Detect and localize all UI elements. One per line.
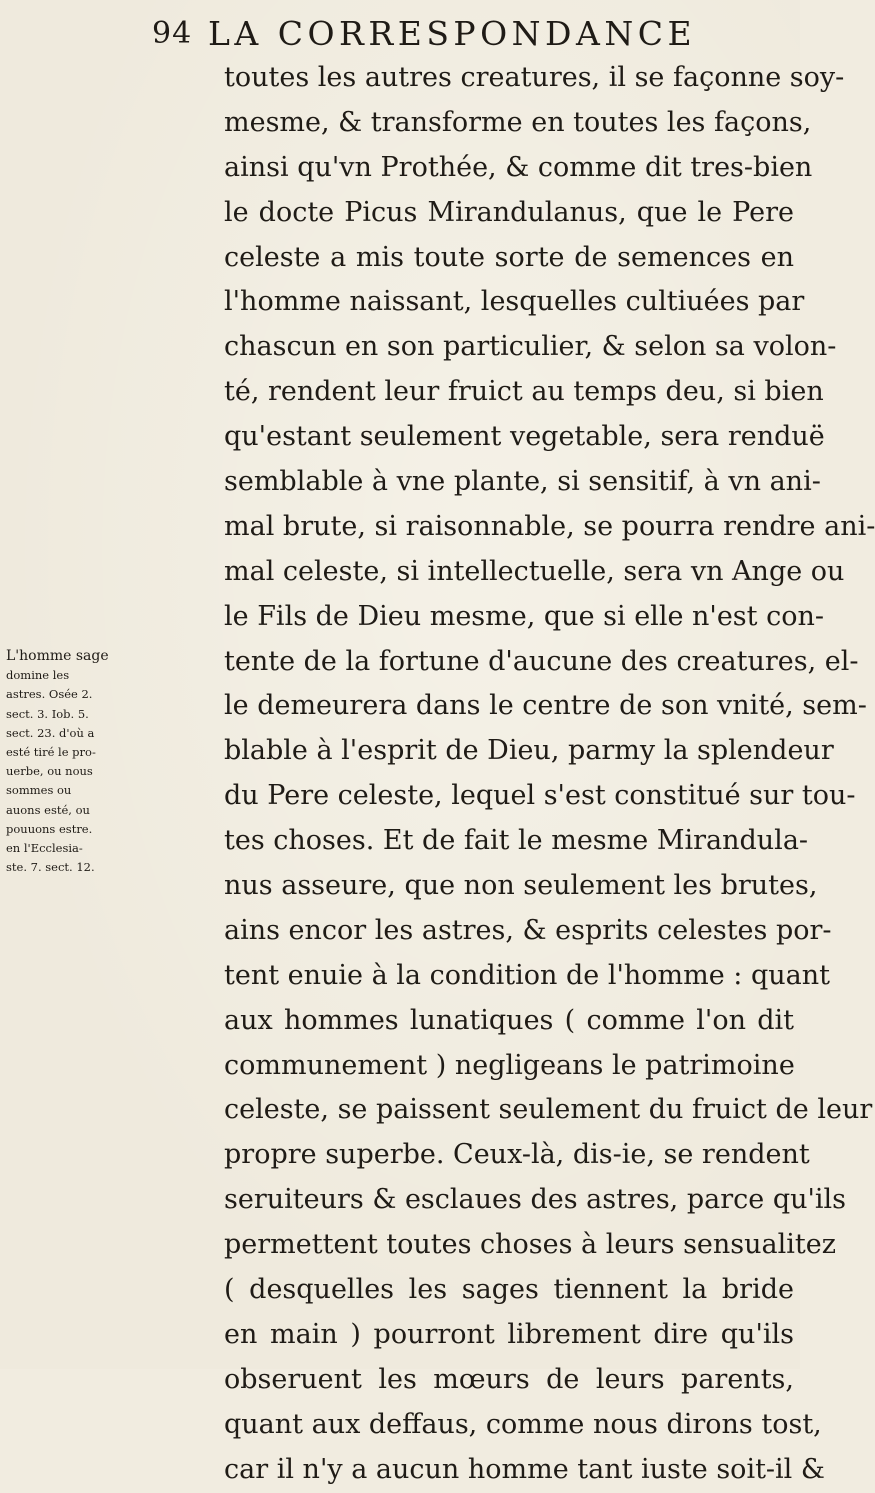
running-head [152,12,792,56]
text-line: obseruent les mœurs de leurs parents, [224,1363,794,1395]
text-line: du Pere celeste, lequel s'est constitué sur tou- [224,780,856,812]
text-line: propre superbe. Ceux-là, dis-ie, se rendent [224,1139,810,1171]
marginal-line: en l'Ecclesia- [6,840,83,855]
text-line: semblable à vne plante, si sensitif, à vn ani- [224,466,821,498]
text-line: communement ) negligeans le patrimoine [224,1049,795,1081]
text-line: permettent toutes choses à leurs sensualitez [224,1229,836,1261]
text-line: l'homme naissant, lesquelles cultiuées par [224,286,805,318]
text-line: toutes les autres creatures, il se façonne soy- [224,62,845,93]
text-line: en main ) pourront librement dire qu'ils [224,1318,794,1350]
text-line: le demeurera dans le centre de son vnité, sem- [224,690,867,722]
text-line: nus asseure, que non seulement les brutes, [224,870,818,902]
text-line: quant aux deffaus, comme nous dirons tost, [224,1408,822,1440]
text-line: mal celeste, si intellectuelle, sera vn Ange ou [224,555,845,587]
marginal-line: sect. 3. Iob. 5. [6,706,89,721]
text-line: le Fils de Dieu mesme, que si elle n'est con- [224,600,824,632]
text-line: ains encor les astres, & esprits celestes por- [224,914,832,946]
text-line: té, rendent leur fruict au temps deu, si bien [224,376,824,408]
marginal-line: L'homme sage [6,648,109,664]
running-title: LA CORRESPONDANCE [208,14,697,53]
text-line: mesme, & transforme en toutes les façons, [224,106,812,138]
text-line: car il n'y a aucun homme tant iuste soit-il & [224,1453,825,1485]
marginal-note [6,647,110,877]
text-line: tes choses. Et de fait le mesme Mirandula- [224,825,809,857]
text-line: aux hommes lunatiques ( comme l'on dit [224,1004,794,1036]
text-line: qu'estant seulement vegetable, sera renduë [224,421,825,453]
text-line: ainsi qu'vn Prothée, & comme dit tres-bien [224,151,813,183]
text-line: le docte Picus Mirandulanus, que le Pere [224,196,794,228]
marginal-line: pouuons estre. [6,821,93,836]
text-line: mal brute, si raisonnable, se pourra rendre ani- [224,510,875,542]
text-line: chascun en son particulier, & selon sa volon- [224,331,837,363]
page-number: 94 [152,16,193,51]
marginal-line: esté tiré le pro- [6,744,96,759]
text-line: celeste, se paissent seulement du fruict de leur [224,1094,873,1126]
marginal-line: auons esté, ou [6,802,90,817]
body-text [224,56,875,1493]
text-line: seruiteurs & esclaues des astres, parce qu'ils [224,1184,847,1216]
text-line: ( desquelles les sages tiennent la bride [224,1274,794,1306]
marginal-line: ste. 7. sect. 12. [6,860,95,875]
text-line: tent enuie à la condition de l'homme : quant [224,959,830,991]
text-line: tente de la fortune d'aucune des creatures, el- [224,645,859,677]
text-line: blable à l'esprit de Dieu, parmy la splendeur [224,735,834,767]
marginal-line: sommes ou [6,783,72,798]
marginal-line: astres. Osée 2. [6,687,93,702]
marginal-line: sect. 23. d'où a [6,725,95,740]
marginal-line: uerbe, ou nous [6,764,93,779]
text-line: celeste a mis toute sorte de semences en [224,241,794,273]
marginal-line: domine les [6,668,70,683]
